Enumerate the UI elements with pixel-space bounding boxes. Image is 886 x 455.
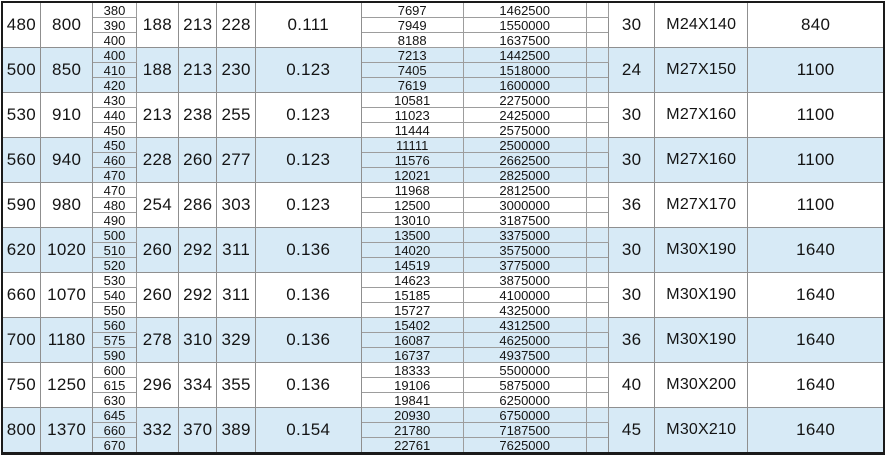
table-cell: 310 [179,318,217,363]
table-cell: 278 [136,318,178,363]
table-cell: 11968 [361,183,463,198]
table-cell: 4937500 [463,348,586,363]
table-cell: 450 [93,123,136,138]
table-cell: 6750000 [463,408,586,423]
table-cell: 0.123 [255,93,361,138]
table-cell: 2825000 [463,168,586,183]
table-cell: 11023 [361,108,463,123]
table-cell: 1250 [40,363,92,408]
spacer-cell [586,378,608,393]
bolt-size-cell: M27X150 [655,48,748,93]
table-cell: 1442500 [463,48,586,63]
table-cell: 292 [179,273,217,318]
table-cell: 600 [93,363,136,378]
table-cell: 228 [136,138,178,183]
table-cell: 980 [40,183,92,228]
table-cell: 370 [179,408,217,454]
table-cell: 15185 [361,288,463,303]
table-cell: 0.136 [255,273,361,318]
table-cell: 1640 [748,228,884,273]
table-cell: 3775000 [463,258,586,273]
table-cell: 800 [40,2,92,48]
bolt-size-cell: M30X190 [655,228,748,273]
table-row [2,48,884,63]
table-cell: 2575000 [463,123,586,138]
table-cell: 1100 [748,93,884,138]
table-cell: 750 [2,363,40,408]
spacer-cell [586,393,608,408]
table-cell: 24 [608,48,654,93]
table-cell: 12021 [361,168,463,183]
spacer-cell [586,258,608,273]
table-cell: 4312500 [463,318,586,333]
table-cell: 0.123 [255,138,361,183]
table-cell: 420 [93,78,136,93]
table-cell: 334 [179,363,217,408]
table-cell: 1100 [748,48,884,93]
table-cell: 2425000 [463,108,586,123]
table-cell: 1180 [40,318,92,363]
table-cell: 1550000 [463,18,586,33]
table-cell: 230 [217,48,255,93]
table-cell: 255 [217,93,255,138]
table-cell: 1370 [40,408,92,454]
table-cell: 530 [2,93,40,138]
table-cell: 470 [93,168,136,183]
table-cell: 16737 [361,348,463,363]
table-cell: 329 [217,318,255,363]
table-cell: 30 [608,228,654,273]
spacer-cell [586,213,608,228]
table-cell: 0.123 [255,183,361,228]
table-cell: 1462500 [463,2,586,18]
spacer-cell [586,438,608,454]
table-cell: 2662500 [463,153,586,168]
table-cell: 1640 [748,408,884,454]
bolt-size-cell: M27X170 [655,183,748,228]
table-cell: 6250000 [463,393,586,408]
table-row [2,138,884,153]
table-cell: 0.154 [255,408,361,454]
table-cell: 45 [608,408,654,454]
table-cell: 30 [608,138,654,183]
spacer-cell [586,93,608,108]
table-cell: 13010 [361,213,463,228]
table-cell: 590 [93,348,136,363]
spacer-cell [586,123,608,138]
table-cell: 1070 [40,273,92,318]
table-cell: 400 [93,48,136,63]
table-cell: 3000000 [463,198,586,213]
table-cell: 7619 [361,78,463,93]
table-cell: 260 [179,138,217,183]
table-cell: 296 [136,363,178,408]
table-cell: 500 [2,48,40,93]
table-cell: 36 [608,318,654,363]
table-cell: 0.136 [255,228,361,273]
table-cell: 10581 [361,93,463,108]
spacer-cell [586,408,608,423]
table-cell: 238 [179,93,217,138]
table-cell: 286 [179,183,217,228]
table-row [2,363,884,378]
table-cell: 0.136 [255,363,361,408]
table-row [2,273,884,288]
bolt-size-cell: M27X160 [655,93,748,138]
spec-table-body [2,2,884,454]
table-cell: 645 [93,408,136,423]
table-cell: 7213 [361,48,463,63]
table-cell: 940 [40,138,92,183]
table-cell: 260 [136,228,178,273]
table-cell: 390 [93,18,136,33]
table-cell: 260 [136,273,178,318]
spacer-cell [586,348,608,363]
table-cell: 254 [136,183,178,228]
table-cell: 7949 [361,18,463,33]
table-cell: 3575000 [463,243,586,258]
table-cell: 1600000 [463,78,586,93]
bolt-size-cell: M24X140 [655,2,748,48]
table-cell: 590 [2,183,40,228]
table-cell: 3375000 [463,228,586,243]
table-cell: 277 [217,138,255,183]
table-cell: 560 [2,138,40,183]
table-cell: 0.123 [255,48,361,93]
table-cell: 530 [93,273,136,288]
table-cell: 3875000 [463,273,586,288]
table-row [2,228,884,243]
table-cell: 12500 [361,198,463,213]
table-cell: 2812500 [463,183,586,198]
table-cell: 1640 [748,318,884,363]
table-cell: 13500 [361,228,463,243]
table-cell: 22761 [361,438,463,454]
spacer-cell [586,48,608,63]
table-cell: 380 [93,2,136,18]
table-cell: 0.111 [255,2,361,48]
table-cell: 500 [93,228,136,243]
table-cell: 20930 [361,408,463,423]
table-cell: 15727 [361,303,463,318]
table-cell: 311 [217,273,255,318]
table-cell: 450 [93,138,136,153]
table-cell: 332 [136,408,178,454]
spacer-cell [586,108,608,123]
table-cell: 2500000 [463,138,586,153]
table-cell: 910 [40,93,92,138]
spacer-cell [586,273,608,288]
table-cell: 8188 [361,33,463,48]
table-cell: 7625000 [463,438,586,454]
table-cell: 430 [93,93,136,108]
table-cell: 213 [179,48,217,93]
spacer-cell [586,228,608,243]
table-cell: 16087 [361,333,463,348]
table-cell: 14623 [361,273,463,288]
table-cell: 1640 [748,363,884,408]
table-cell: 630 [93,393,136,408]
table-cell: 400 [93,33,136,48]
table-cell: 40 [608,363,654,408]
bolt-size-cell: M30X190 [655,273,748,318]
table-cell: 30 [608,2,654,48]
table-cell: 700 [2,318,40,363]
table-cell: 213 [179,2,217,48]
bolt-size-cell: M30X190 [655,318,748,363]
table-cell: 36 [608,183,654,228]
spacer-cell [586,318,608,333]
table-cell: 4325000 [463,303,586,318]
table-cell: 188 [136,48,178,93]
table-row [2,2,884,18]
table-cell: 213 [136,93,178,138]
table-cell: 840 [748,2,884,48]
table-cell: 520 [93,258,136,273]
table-cell: 560 [93,318,136,333]
spacer-cell [586,78,608,93]
table-cell: 1640 [748,273,884,318]
table-cell: 14020 [361,243,463,258]
table-row [2,408,884,423]
bolt-size-cell: M27X160 [655,138,748,183]
table-cell: 1100 [748,183,884,228]
table-cell: 800 [2,408,40,454]
spacer-cell [586,333,608,348]
table-cell: 11444 [361,123,463,138]
table-cell: 4100000 [463,288,586,303]
spacer-cell [586,153,608,168]
table-cell: 7187500 [463,423,586,438]
table-cell: 7405 [361,63,463,78]
spacer-cell [586,33,608,48]
document-page [0,1,886,453]
table-cell: 2275000 [463,93,586,108]
table-cell: 18333 [361,363,463,378]
spacer-cell [586,243,608,258]
table-cell: 30 [608,93,654,138]
table-cell: 480 [93,198,136,213]
table-row [2,183,884,198]
table-cell: 1518000 [463,63,586,78]
table-cell: 1100 [748,138,884,183]
spacer-cell [586,63,608,78]
bolt-size-cell: M30X210 [655,408,748,454]
spacer-cell [586,18,608,33]
table-cell: 410 [93,63,136,78]
table-cell: 480 [2,2,40,48]
spacer-cell [586,303,608,318]
bolt-size-cell: M30X200 [655,363,748,408]
table-cell: 660 [2,273,40,318]
table-cell: 11111 [361,138,463,153]
spacer-cell [586,423,608,438]
table-cell: 19841 [361,393,463,408]
table-cell: 15402 [361,318,463,333]
table-cell: 5875000 [463,378,586,393]
table-cell: 575 [93,333,136,348]
table-row [2,93,884,108]
table-cell: 311 [217,228,255,273]
table-cell: 228 [217,2,255,48]
table-cell: 188 [136,2,178,48]
table-cell: 490 [93,213,136,228]
table-cell: 550 [93,303,136,318]
table-cell: 670 [93,438,136,454]
table-row [2,318,884,333]
table-cell: 540 [93,288,136,303]
table-cell: 30 [608,273,654,318]
spacer-cell [586,138,608,153]
table-cell: 292 [179,228,217,273]
table-cell: 21780 [361,423,463,438]
table-cell: 355 [217,363,255,408]
table-cell: 19106 [361,378,463,393]
spacer-cell [586,288,608,303]
table-cell: 440 [93,108,136,123]
table-cell: 4625000 [463,333,586,348]
table-cell: 14519 [361,258,463,273]
table-cell: 1637500 [463,33,586,48]
table-cell: 5500000 [463,363,586,378]
table-cell: 389 [217,408,255,454]
table-cell: 510 [93,243,136,258]
table-cell: 7697 [361,2,463,18]
table-cell: 660 [93,423,136,438]
spacer-cell [586,183,608,198]
table-cell: 620 [2,228,40,273]
spec-table [1,1,885,455]
table-cell: 615 [93,378,136,393]
spacer-cell [586,168,608,183]
table-cell: 303 [217,183,255,228]
table-cell: 470 [93,183,136,198]
table-cell: 11576 [361,153,463,168]
spacer-cell [586,2,608,18]
table-cell: 850 [40,48,92,93]
spacer-cell [586,363,608,378]
table-cell: 0.136 [255,318,361,363]
table-cell: 1020 [40,228,92,273]
table-cell: 460 [93,153,136,168]
spacer-cell [586,198,608,213]
table-cell: 3187500 [463,213,586,228]
